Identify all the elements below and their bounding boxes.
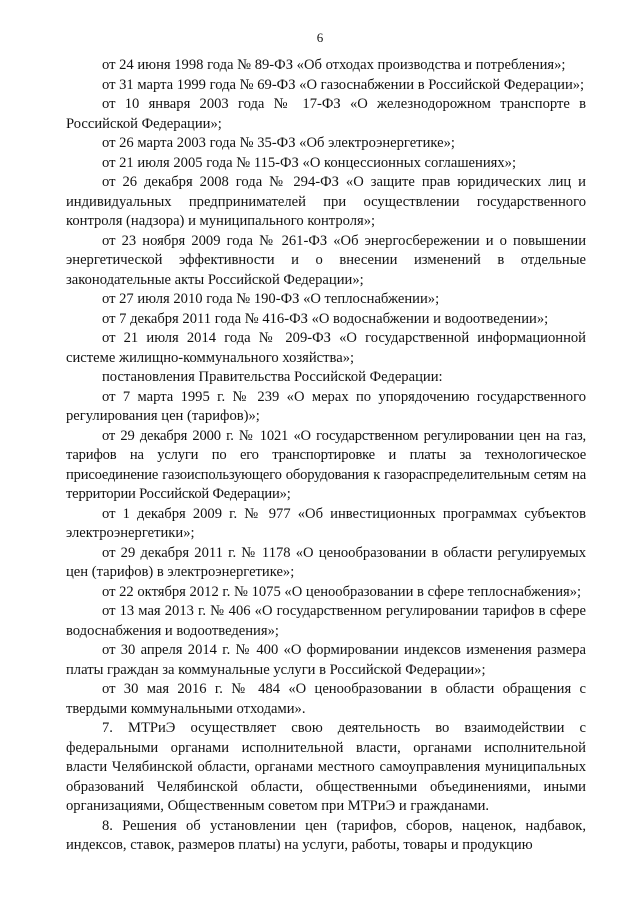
law-item: от 23 ноября 2009 года № 261-ФЗ «Об энергосбережении и о повышении энергетической эффективности и о внесении изменений в отдельные законодательные акты Российской Федерации»;: [66, 232, 586, 288]
decree-item: от 29 декабря 2011 г. № 1178 «О ценообразовании в области регулируемых цен (тарифов) в электроэнергетике»;: [66, 544, 586, 580]
law-item: от 21 июля 2014 года № 209-ФЗ «О государственной информационной системе жилищно-коммунального хозяйства»;: [66, 330, 586, 366]
law-item: от 24 июня 1998 года № 89-ФЗ «Об отходах производства и потребления»;: [102, 57, 566, 73]
law-item: от 10 января 2003 года № 17-ФЗ «О железнодорожном транспорте в Российской Федерации»;: [66, 96, 586, 132]
law-item: от 26 декабря 2008 года № 294-ФЗ «О защите прав юридических лиц и индивидуальных предпринимателей при осуществлении государственного контроля (надзора) и муниципального контроля»;: [66, 174, 586, 229]
page-number: 6: [316, 30, 324, 45]
law-item: от 26 марта 2003 года № 35-ФЗ «Об электроэнергетике»;: [102, 135, 455, 151]
decree-item: от 13 мая 2013 г. № 406 «О государственном регулировании тарифов в сфере водоснабжения и водоотведения»;: [66, 603, 586, 639]
law-item: от 7 декабря 2011 года № 416-ФЗ «О водоснабжении и водоотведении»;: [102, 310, 549, 327]
decree-item: от 29 декабря 2000 г. № 1021 «О государственном регулировании цен на газ, тарифов на услуги по его транспортировке и платы за технологическое присоединение газоиспользующего оборудования к газораспределительным сетям на территории Российской Федерации»;: [66, 427, 586, 502]
document-body: [66, 56, 586, 856]
section-heading: постановления Правительства Российской Федерации:: [102, 369, 443, 385]
decree-item: от 30 мая 2016 г. № 484 «О ценообразовании в области обращения с твердыми коммунальными отходами».: [66, 681, 586, 717]
numbered-paragraph: 8. Решения об установлении цен (тарифов, сборов, наценок, надбавок, индексов, ставок, размеров платы) на услуги, работы, товары и продукцию: [66, 817, 586, 853]
decree-item: от 30 апреля 2014 г. № 400 «О формировании индексов изменения размера платы граждан за коммунальные услуги в Российской Федерации»;: [66, 642, 586, 678]
law-item: от 27 июля 2010 года № 190-ФЗ «О теплоснабжении»;: [102, 291, 440, 307]
decree-item: от 1 декабря 2009 г. № 977 «Об инвестиционных программах субъектов электроэнергетики»;: [66, 505, 586, 541]
decree-item: от 22 октября 2012 г. № 1075 «О ценообразовании в сфере теплоснабжения»;: [102, 583, 582, 600]
law-item: от 31 марта 1999 года № 69-ФЗ «О газоснабжении в Российской Федерации»;: [102, 76, 585, 93]
law-item: от 21 июля 2005 года № 115-ФЗ «О концессионных соглашениях»;: [102, 154, 517, 171]
decree-item: от 7 марта 1995 г. № 239 «О мерах по упорядочению государственного регулирования цен (тарифов)»;: [66, 388, 586, 424]
numbered-paragraph: 7. МТРиЭ осуществляет свою деятельность во взаимодействии с федеральными органами исполнительной власти, органами исполнительной власти Челябинской области, органами местного самоуправления муниципальных образований Челябинской области, общественными объединениями, иными организациями, Общественным советом при МТРиЭ и гражданами.: [66, 720, 586, 814]
